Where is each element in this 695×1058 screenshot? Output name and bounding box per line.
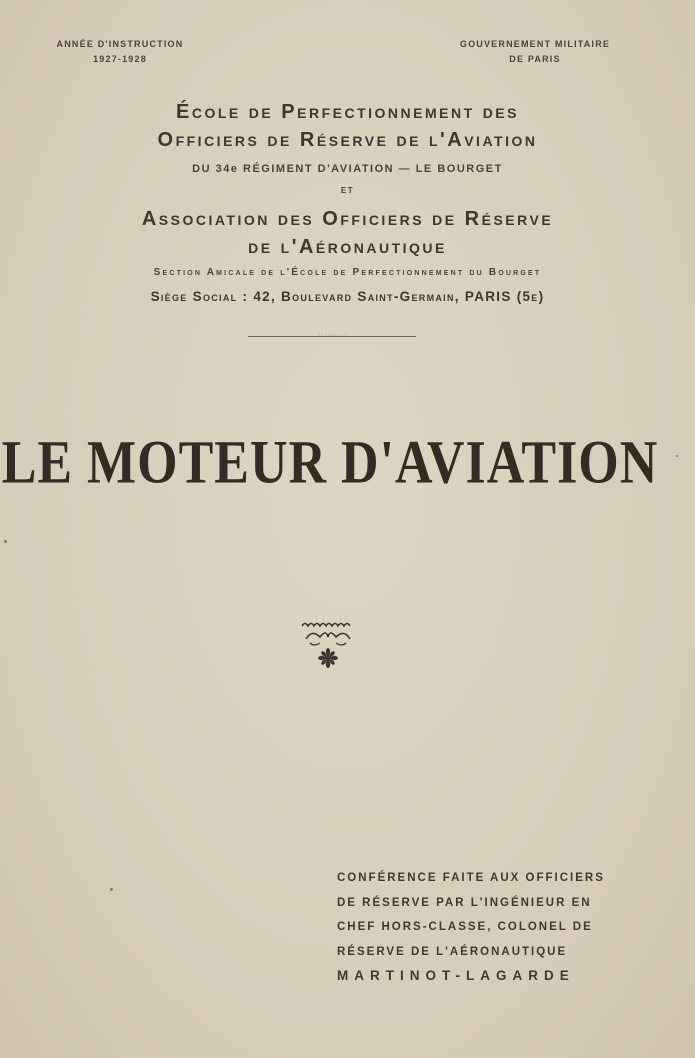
conjunction: ET: [340, 186, 355, 195]
association-heading: [0, 205, 695, 261]
section-line: Section Amicale de l'École de Perfectionnement du Bourget: [153, 267, 542, 278]
paper-speck: [4, 540, 7, 543]
academic-year-value: 1927-1928: [93, 54, 147, 64]
conjunction-wrap: [0, 186, 695, 195]
paper-speck: [110, 888, 113, 891]
credit-line3: CHEF HORS-CLASSE, COLONEL DE: [337, 921, 593, 933]
lecture-credit: [337, 866, 619, 989]
credit-line1: CONFÉRENCE FAITE AUX OFFICIERS: [337, 872, 605, 884]
government-city: DE PARIS: [509, 54, 561, 64]
divider-dots: ·········: [318, 332, 348, 339]
regiment-line: DU 34e RÉGIMENT D'AVIATION — LE BOURGET: [192, 163, 503, 175]
school-heading: [0, 98, 695, 154]
credit-line2: DE RÉSERVE PAR L'INGÉNIEUR EN: [337, 896, 592, 909]
credit-line4: RÉSERVE DE L'AÉRONAUTIQUE: [337, 945, 568, 958]
association-name-line1: Association des Officiers de Réserve: [141, 208, 554, 230]
school-name-line1: École de Perfectionnement des: [176, 101, 519, 123]
school-name-line2: Officiers de Réserve de l'Aviation: [157, 129, 538, 151]
fleuron-ornament-icon: [298, 617, 358, 669]
author-name: MARTINOT-LAGARDE: [337, 968, 575, 983]
section-line-wrap: [0, 267, 695, 278]
regiment-line-wrap: [0, 163, 695, 175]
siege-line-wrap: [0, 289, 695, 304]
association-name-line2: de l'Aéronautique: [248, 236, 447, 258]
paper-speck: [676, 455, 678, 457]
government-block: [445, 37, 625, 67]
academic-year-label: ANNÉE D'INSTRUCTION: [56, 39, 184, 49]
government-label: GOUVERNEMENT MILITAIRE: [459, 39, 611, 49]
document-title: LE MOTEUR D'AVIATION: [1, 429, 659, 497]
academic-year-block: [40, 37, 200, 67]
registered-office-line: Siège Social : 42, Boulevard Saint-Germain, PARIS (5e): [150, 289, 545, 304]
